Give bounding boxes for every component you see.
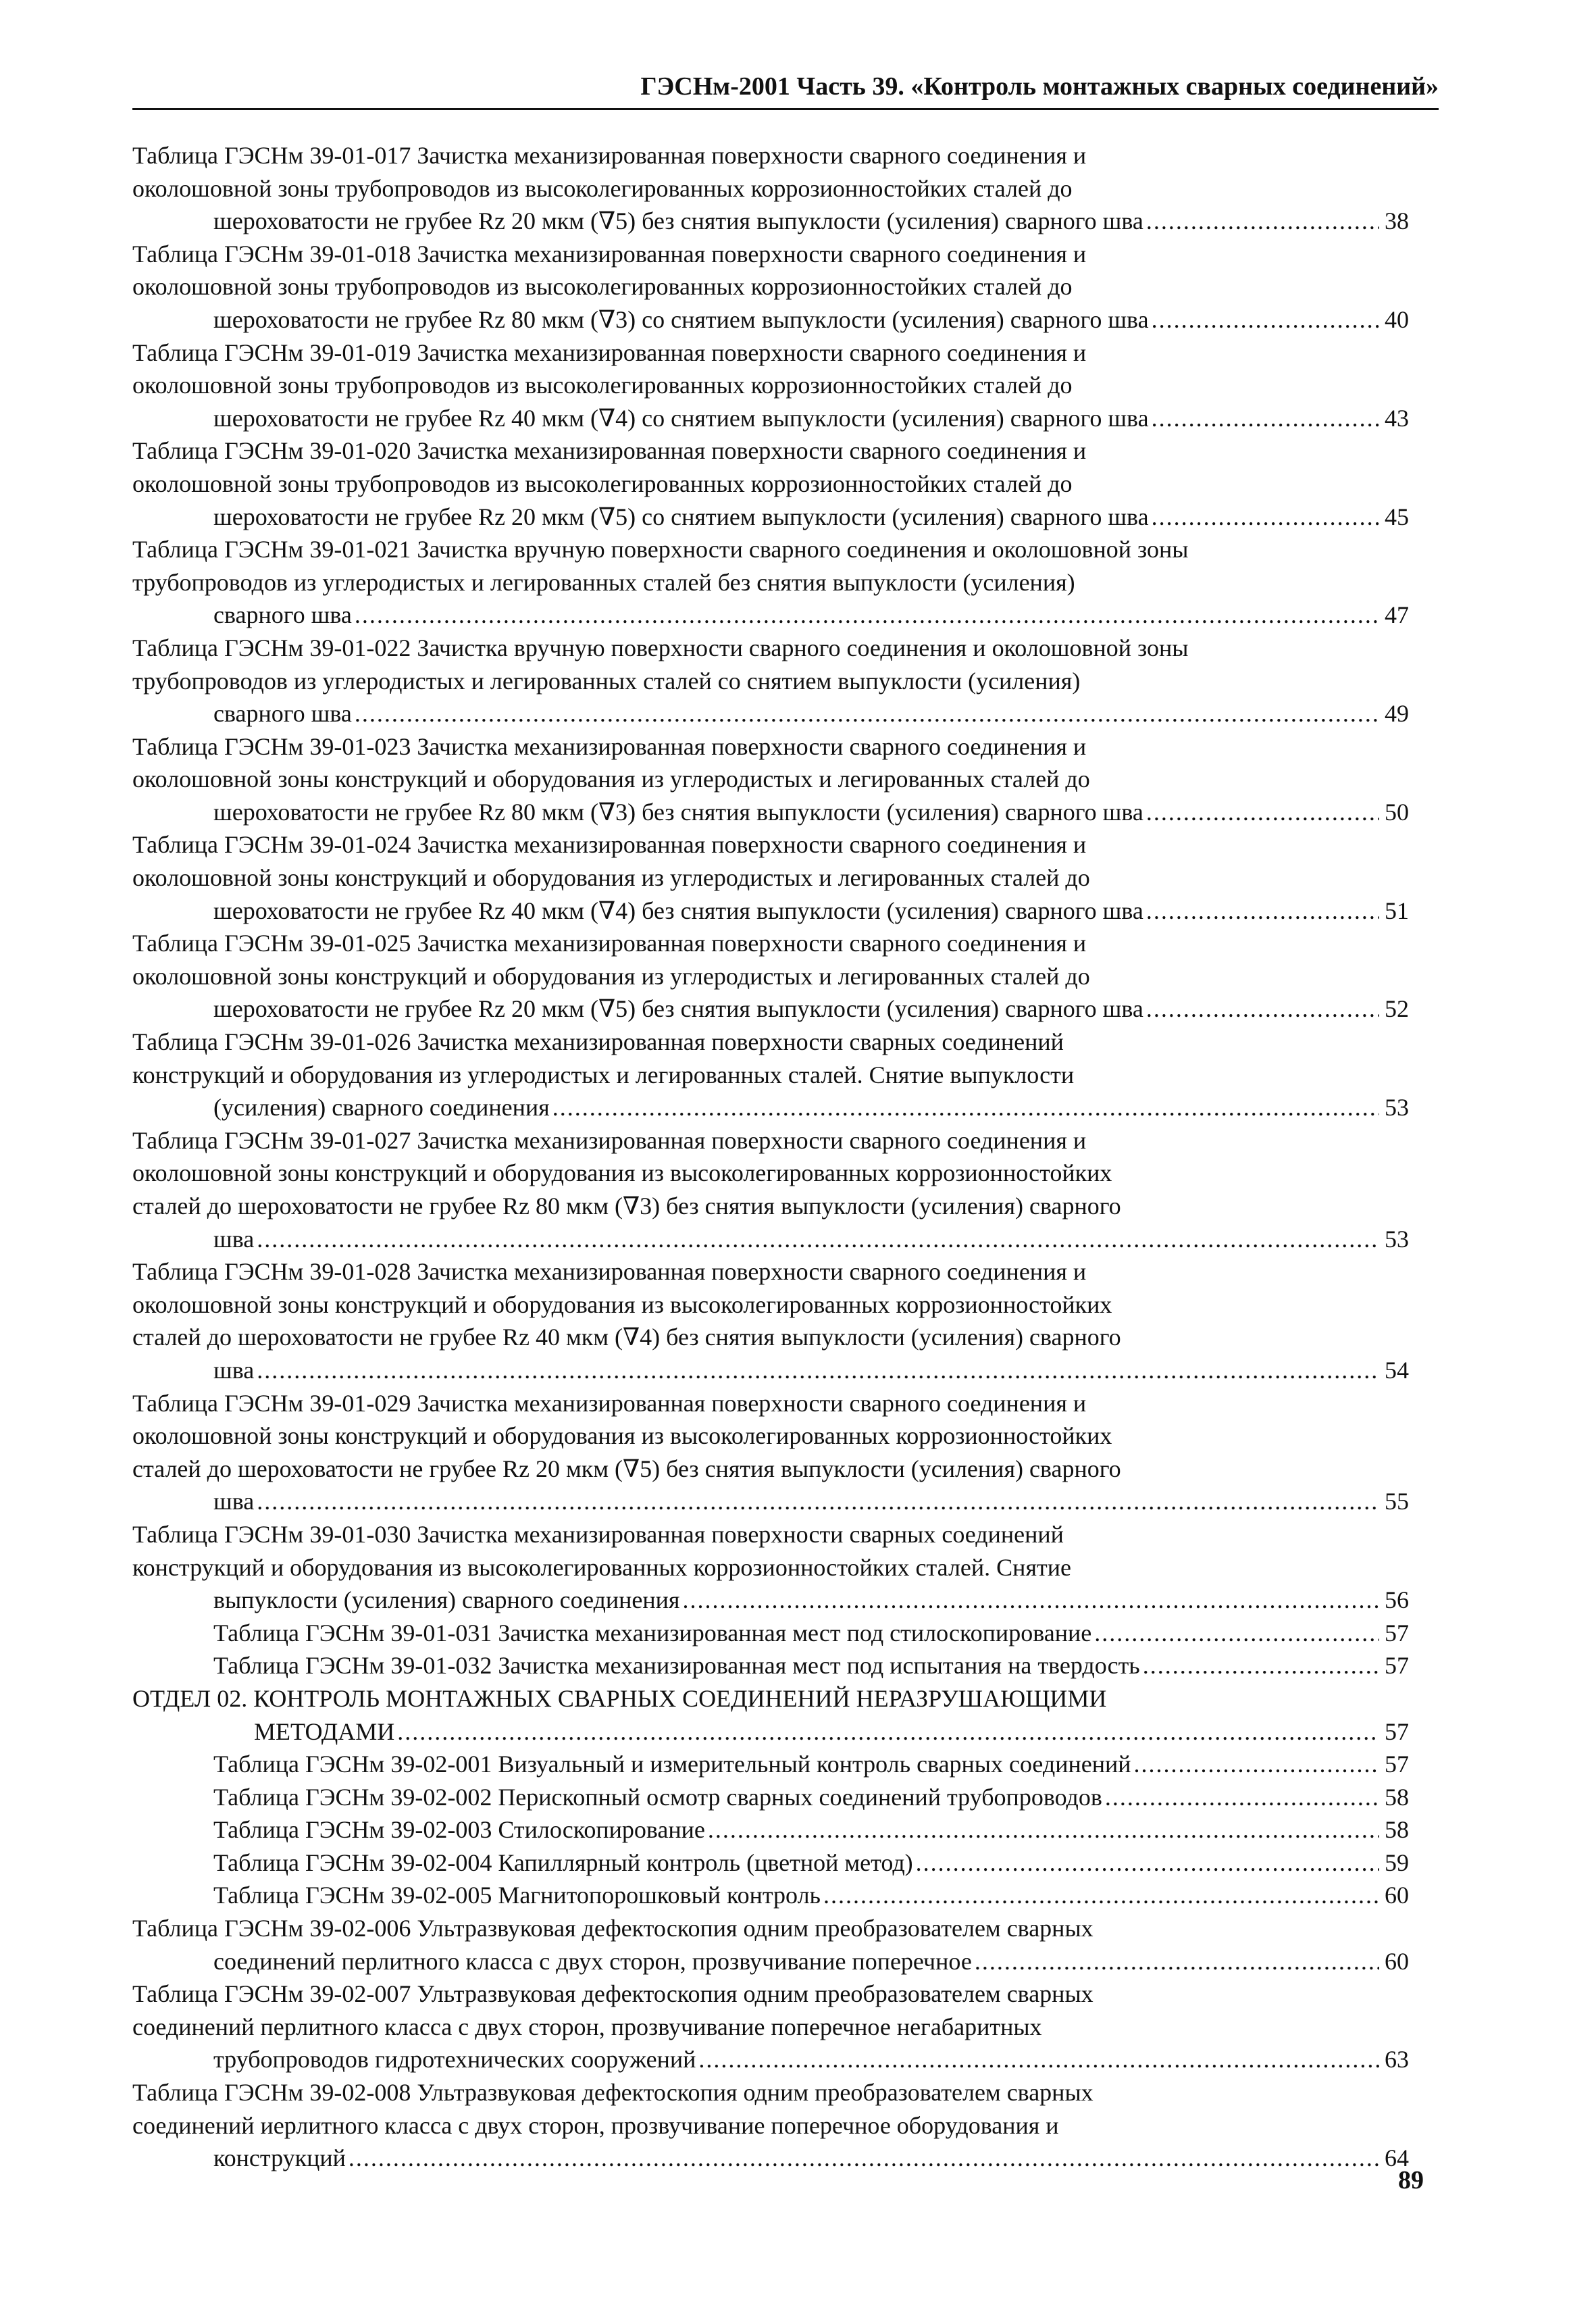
- toc-entry-text: Таблица ГЭСНм 39-02-005 Магнитопорошковый контроль: [213, 1882, 821, 1909]
- dot-leader: [257, 1223, 1379, 1256]
- toc-entry: [132, 927, 1409, 1026]
- toc-entry-line: Таблица ГЭСНм 39-02-008 Ультразвуковая дефектоскопия одним преобразователем сварных: [132, 2079, 1093, 2107]
- dot-leader: [257, 1485, 1379, 1518]
- toc-page-ref: 54: [1385, 1356, 1409, 1384]
- toc-entry-line: конструкций и оборудования из углеродистых и легированных сталей. Снятие выпуклости: [132, 1061, 1075, 1088]
- toc-entry: [132, 1748, 1409, 1781]
- toc-page-ref: 49: [1385, 700, 1409, 728]
- toc-entry-text: шероховатости не грубее Rz 40 мкм (∇4) со снятием выпуклости (усиления) сварного шва: [213, 404, 1149, 432]
- toc-entry-last-line: [213, 2043, 1409, 2076]
- toc-entry-line: сталей до шероховатости не грубее Rz 40 мкм (∇4) без снятия выпуклости (усиления) сварного: [132, 1324, 1121, 1351]
- toc-page-ref: 47: [1385, 601, 1409, 629]
- toc-entry-text: Таблица ГЭСНм 39-02-004 Капиллярный контроль (цветной метод): [213, 1848, 913, 1876]
- dot-leader: [1152, 303, 1379, 336]
- toc-entry-last-line: [213, 1354, 1409, 1387]
- toc-entry: [132, 828, 1409, 927]
- toc-entry: [132, 1912, 1409, 1978]
- toc-entry-line: соединений иерлитного класса с двух сторон, прозвучивание поперечное оборудования и: [132, 2111, 1059, 2139]
- toc-entry: [132, 730, 1409, 829]
- dot-leader: [355, 599, 1379, 632]
- toc-page-ref: 57: [1385, 1619, 1409, 1646]
- dot-leader: [683, 1584, 1380, 1617]
- toc-page-ref: 58: [1385, 1816, 1409, 1844]
- toc-entry: [132, 2076, 1409, 2175]
- toc-entry: [132, 139, 1409, 238]
- toc-page-ref: 45: [1385, 503, 1409, 530]
- dot-leader: [916, 1846, 1379, 1880]
- dot-leader: [552, 1091, 1379, 1124]
- toc-page-ref: 55: [1385, 1488, 1409, 1515]
- toc-entry-text: Таблица ГЭСНм 39-02-003 Стилоскопирование: [213, 1816, 705, 1844]
- toc-entry-last-line: [254, 1715, 1409, 1749]
- toc-entry-line: соединений перлитного класса с двух сторон, прозвучивание поперечное негабаритных: [132, 2013, 1042, 2040]
- toc-entry-line: Таблица ГЭСНм 39-01-030 Зачистка механизированная поверхности сварных соединений: [132, 1520, 1064, 1548]
- toc-page-ref: 57: [1385, 1751, 1409, 1778]
- table-of-contents: [132, 139, 1409, 2175]
- dot-leader: [1134, 1748, 1379, 1781]
- toc-entry-last-line: [213, 1485, 1409, 1518]
- toc-entry: [132, 238, 1409, 336]
- toc-entry-text: шва: [213, 1488, 255, 1515]
- toc-entry-last-line: [213, 1813, 1409, 1846]
- toc-entry-text: сварного шва: [213, 601, 352, 629]
- dot-leader: [349, 2142, 1379, 2175]
- page-number: 89: [1398, 2166, 1424, 2194]
- dot-leader: [355, 697, 1379, 730]
- toc-entry: [132, 1813, 1409, 1846]
- toc-entry-text: МЕТОДАМИ: [254, 1717, 395, 1745]
- toc-entry-line: Таблица ГЭСНм 39-02-007 Ультразвуковая дефектоскопия одним преобразователем сварных: [132, 1980, 1093, 2008]
- toc-page-ref: 43: [1385, 404, 1409, 432]
- toc-entry-text: трубопроводов гидротехнических сооружений: [213, 2046, 696, 2073]
- toc-entry-line: Таблица ГЭСНм 39-01-019 Зачистка механизированная поверхности сварного соединения и: [132, 338, 1087, 366]
- toc-entry-line: Таблица ГЭСНм 39-01-024 Зачистка механизированная поверхности сварного соединения и: [132, 831, 1087, 859]
- toc-entry-last-line: [213, 992, 1409, 1026]
- toc-entry-last-line: [213, 1879, 1409, 1912]
- toc-page-ref: 57: [1385, 1717, 1409, 1745]
- toc-page-ref: 53: [1385, 1094, 1409, 1122]
- toc-entry-last-line: [213, 205, 1409, 238]
- toc-entry-line: Таблица ГЭСНм 39-01-027 Зачистка механизированная поверхности сварного соединения и: [132, 1126, 1087, 1154]
- dot-leader: [397, 1715, 1379, 1749]
- toc-entry: [132, 1978, 1409, 2076]
- toc-entry-line: околошовной зоны трубопроводов из высоколегированных коррозионностойких сталей до: [132, 372, 1073, 399]
- toc-entry-text: шероховатости не грубее Rz 80 мкм (∇3) без снятия выпуклости (усиления) сварного шва: [213, 798, 1143, 826]
- toc-page-ref: 50: [1385, 798, 1409, 826]
- toc-entry-line: Таблица ГЭСНм 39-01-028 Зачистка механизированная поверхности сварного соединения и: [132, 1258, 1087, 1286]
- toc-entry-text: сварного шва: [213, 700, 352, 728]
- toc-page-ref: 59: [1385, 1848, 1409, 1876]
- toc-entry-text: Таблица ГЭСНм 39-01-032 Зачистка механизированная мест под испытания на твердость: [213, 1652, 1140, 1680]
- toc-entry-line: сталей до шероховатости не грубее Rz 80 мкм (∇3) без снятия выпуклости (усиления) сварного: [132, 1192, 1121, 1219]
- toc-entry-last-line: [213, 1223, 1409, 1256]
- toc-entry: [132, 1617, 1409, 1650]
- toc-entry-line: околошовной зоны трубопроводов из высоколегированных коррозионностойких сталей до: [132, 470, 1073, 497]
- toc-entry-text: шероховатости не грубее Rz 20 мкм (∇5) без снятия выпуклости (усиления) сварного шва: [213, 995, 1143, 1023]
- toc-entry-line: околошовной зоны трубопроводов из высоколегированных коррозионностойких сталей до: [132, 174, 1073, 202]
- dot-leader: [1146, 895, 1379, 928]
- toc-page-ref: 57: [1385, 1652, 1409, 1680]
- toc-entry-line: околошовной зоны конструкций и оборудования из углеродистых и легированных сталей до: [132, 864, 1090, 892]
- toc-entry-line: ОТДЕЛ 02. КОНТРОЛЬ МОНТАЖНЫХ СВАРНЫХ СОЕДИНЕНИЙ НЕРАЗРУШАЮЩИМИ: [132, 1684, 1107, 1712]
- toc-entry-line: Таблица ГЭСНм 39-01-022 Зачистка вручную поверхности сварного соединения и околошовной зоны: [132, 634, 1189, 661]
- toc-entry-text: Таблица ГЭСНм 39-02-002 Перископный осмотр сварных соединений трубопроводов: [213, 1783, 1102, 1811]
- toc-entry-line: Таблица ГЭСНм 39-01-025 Зачистка механизированная поверхности сварного соединения и: [132, 930, 1087, 957]
- toc-entry-line: околошовной зоны конструкций и оборудования из углеродистых и легированных сталей до: [132, 765, 1090, 793]
- toc-entry-text: шва: [213, 1356, 255, 1384]
- toc-page-ref: 63: [1385, 2046, 1409, 2073]
- dot-leader: [1094, 1617, 1379, 1650]
- toc-entry-last-line: [213, 1846, 1409, 1880]
- toc-entry: [132, 336, 1409, 435]
- toc-entry-text: шероховатости не грубее Rz 20 мкм (∇5) со снятием выпуклости (усиления) сварного шва: [213, 503, 1149, 530]
- toc-entry-last-line: [213, 1584, 1409, 1617]
- toc-entry-line: околошовной зоны трубопроводов из высоколегированных коррозионностойких сталей до: [132, 273, 1073, 301]
- dot-leader: [1152, 501, 1379, 534]
- toc-entry-line: Таблица ГЭСНм 39-02-006 Ультразвуковая дефектоскопия одним преобразователем сварных: [132, 1915, 1093, 1942]
- toc-entry-line: околошовной зоны конструкций и оборудования из углеродистых и легированных сталей до: [132, 962, 1090, 990]
- toc-entry-line: трубопроводов из углеродистых и легированных сталей со снятием выпуклости (усиления): [132, 667, 1081, 695]
- toc-entry-line: околошовной зоны конструкций и оборудования из высоколегированных коррозионностойких: [132, 1159, 1112, 1187]
- toc-entry-text: шероховатости не грубее Rz 40 мкм (∇4) без снятия выпуклости (усиления) сварного шва: [213, 897, 1143, 924]
- toc-entry-last-line: [213, 796, 1409, 829]
- toc-entry-text: шва: [213, 1225, 255, 1253]
- toc-entry-line: Таблица ГЭСНм 39-01-021 Зачистка вручную поверхности сварного соединения и околошовной зоны: [132, 536, 1189, 563]
- toc-entry-line: околошовной зоны конструкций и оборудования из высоколегированных коррозионностойких: [132, 1422, 1112, 1450]
- toc-entry: [132, 533, 1409, 632]
- dot-leader: [698, 2043, 1379, 2076]
- toc-entry: [132, 1649, 1409, 1682]
- toc-entry-last-line: [213, 1945, 1409, 1978]
- dot-leader: [1146, 992, 1379, 1026]
- toc-page-ref: 40: [1385, 305, 1409, 333]
- toc-section: [132, 1682, 1409, 1748]
- dot-leader: [1143, 1649, 1379, 1682]
- toc-entry-last-line: [213, 1091, 1409, 1124]
- toc-page-ref: 56: [1385, 1586, 1409, 1614]
- toc-entry-last-line: [213, 2142, 1409, 2175]
- dot-leader: [823, 1879, 1379, 1912]
- toc-entry-last-line: [213, 697, 1409, 730]
- toc-entry-text: Таблица ГЭСНм 39-01-031 Зачистка механизированная мест под стилоскопирование: [213, 1619, 1092, 1646]
- dot-leader: [1146, 205, 1379, 238]
- dot-leader: [1152, 402, 1379, 435]
- toc-page-ref: 52: [1385, 995, 1409, 1023]
- toc-entry-text: шероховатости не грубее Rz 80 мкм (∇3) со снятием выпуклости (усиления) сварного шва: [213, 305, 1149, 333]
- toc-entry: [132, 1255, 1409, 1386]
- toc-entry-last-line: [213, 599, 1409, 632]
- toc-entry-line: Таблица ГЭСНм 39-01-017 Зачистка механизированная поверхности сварного соединения и: [132, 142, 1087, 169]
- running-header: ГЭСНм-2001 Часть 39. «Контроль монтажных сварных соединений»: [132, 70, 1439, 110]
- toc-entry: [132, 1026, 1409, 1124]
- toc-entry-line: трубопроводов из углеродистых и легированных сталей без снятия выпуклости (усиления): [132, 568, 1075, 596]
- toc-entry-text: шероховатости не грубее Rz 20 мкм (∇5) без снятия выпуклости (усиления) сварного шва: [213, 207, 1143, 235]
- toc-entry-text: выпуклости (усиления) сварного соединения: [213, 1586, 680, 1614]
- dot-leader: [975, 1945, 1379, 1978]
- toc-entry: [132, 1124, 1409, 1255]
- toc-entry-line: Таблица ГЭСНм 39-01-020 Зачистка механизированная поверхности сварного соединения и: [132, 437, 1087, 465]
- toc-entry: [132, 434, 1409, 533]
- toc-entry-last-line: [213, 1649, 1409, 1682]
- toc-entry-line: Таблица ГЭСНм 39-01-026 Зачистка механизированная поверхности сварных соединений: [132, 1028, 1064, 1056]
- toc-entry-line: околошовной зоны конструкций и оборудования из высоколегированных коррозионностойких: [132, 1290, 1112, 1318]
- toc-entry-last-line: [213, 1781, 1409, 1814]
- toc-entry-text: конструкций: [213, 2144, 346, 2172]
- toc-page-ref: 51: [1385, 897, 1409, 924]
- toc-page-ref: 64: [1385, 2144, 1409, 2172]
- toc-entry-line: Таблица ГЭСНм 39-01-018 Зачистка механизированная поверхности сварного соединения и: [132, 240, 1087, 268]
- toc-entry: [132, 632, 1409, 730]
- toc-page-ref: 53: [1385, 1225, 1409, 1253]
- toc-entry-line: сталей до шероховатости не грубее Rz 20 мкм (∇5) без снятия выпуклости (усиления) сварного: [132, 1455, 1121, 1482]
- toc-entry-last-line: [213, 1617, 1409, 1650]
- toc-entry-last-line: [213, 402, 1409, 435]
- toc-entry: [132, 1387, 1409, 1518]
- toc-page-ref: 38: [1385, 207, 1409, 235]
- toc-page-ref: 60: [1385, 1947, 1409, 1975]
- toc-entry-text: (усиления) сварного соединения: [213, 1094, 550, 1122]
- toc-entry: [132, 1879, 1409, 1912]
- toc-entry-last-line: [213, 1748, 1409, 1781]
- toc-entry: [132, 1518, 1409, 1617]
- toc-entry-text: соединений перлитного класса с двух сторон, прозвучивание поперечное: [213, 1947, 972, 1975]
- toc-entry-line: Таблица ГЭСНм 39-01-023 Зачистка механизированная поверхности сварного соединения и: [132, 732, 1087, 760]
- toc-entry-line: конструкций и оборудования из высоколегированных коррозионностойких сталей. Снятие: [132, 1553, 1071, 1581]
- toc-entry: [132, 1846, 1409, 1880]
- toc-entry-last-line: [213, 895, 1409, 928]
- dot-leader: [1105, 1781, 1379, 1814]
- dot-leader: [257, 1354, 1379, 1387]
- dot-leader: [1146, 796, 1379, 829]
- toc-entry-line: Таблица ГЭСНм 39-01-029 Зачистка механизированная поверхности сварного соединения и: [132, 1389, 1087, 1417]
- toc-entry-last-line: [213, 303, 1409, 336]
- dot-leader: [708, 1813, 1379, 1846]
- toc-entry-last-line: [213, 501, 1409, 534]
- toc-entry-text: Таблица ГЭСНм 39-02-001 Визуальный и измерительный контроль сварных соединений: [213, 1751, 1131, 1778]
- toc-entry: [132, 1781, 1409, 1814]
- toc-page-ref: 58: [1385, 1783, 1409, 1811]
- toc-page-ref: 60: [1385, 1882, 1409, 1909]
